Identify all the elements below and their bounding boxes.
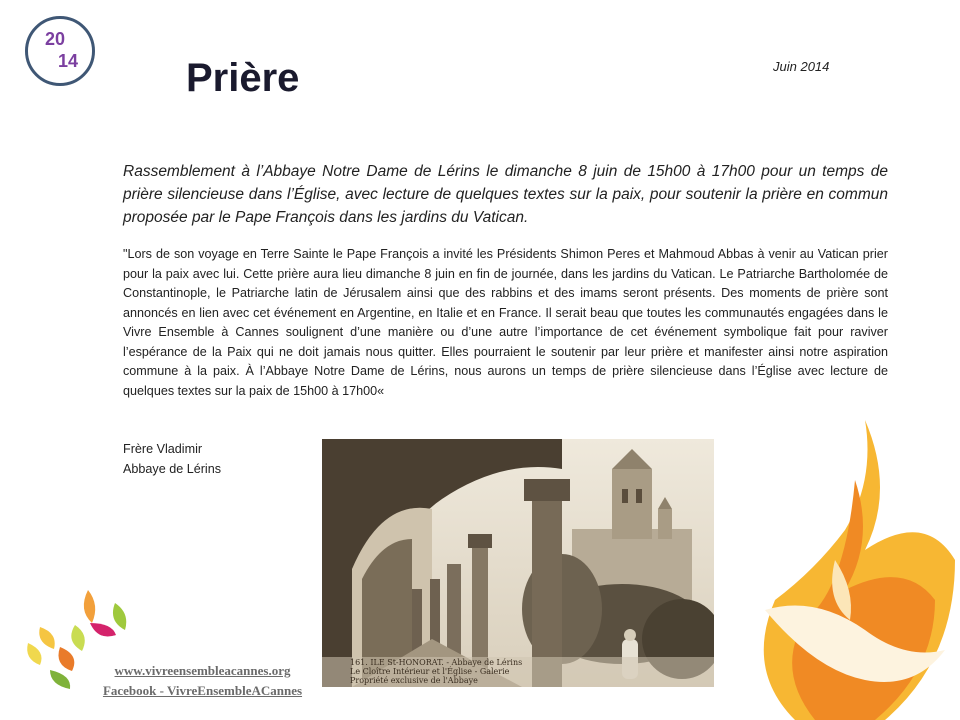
caption-line-2: Le Cloître Intérieur et l'Église - Galerie xyxy=(350,667,510,676)
flame-dove-decoration xyxy=(755,420,960,720)
year-bottom: 14 xyxy=(58,51,79,71)
lead-paragraph: Rassemblement à l’Abbaye Notre Dame de Lérins le dimanche 8 juin de 15h00 à 17h00 pour un temps de prière silencieuse dans l’Église, avec lecture de quelques textes sur la paix, pour soutenir la prière en commun proposée par le Pape François dans les jardins du Vatican. xyxy=(123,163,888,226)
caption-line-3: Propriété exclusive de l'Abbaye xyxy=(350,676,478,685)
footer-links xyxy=(80,661,325,701)
abbey-cloister-photo xyxy=(322,439,714,687)
caption-line-1: 161. ILE St-HONORAT. - Abbaye de Lérins xyxy=(350,658,523,667)
photo-caption xyxy=(350,658,710,685)
year-top: 20 xyxy=(45,29,66,49)
body-paragraph: "Lors de son voyage en Terre Sainte le Pape François a invité les Présidents Shimon Peres et Mahmoud Abbas à venir au Vatican prier pour la paix avec lui. Cette prière aura lieu dimanche 8 juin en fin de journée, dans les jardins du Vatican. Le Patriarche Bartholomée de Constantinople, le Patriarche latin de Jérusalem ainsi que des rabbins et des imams seront présents. Des moments de prière sont annoncés en lien avec cet événement en Argentine, en Italie et en France. Il serait beau que toutes les communautés engagées dans le Vivre Ensemble à Cannes soulignent d’une manière ou d’une autre l’importance de cet événement symbolique fait pour raviver l’espérance de la Paix qui ne doit jamais nous quitter. Elles pourraient le soutenir par leur prière et manifester ainsi notre aspiration commune à la paix. À l’Abbaye Notre Dame de Lérins, nous aurons un temps de prière silencieuse dans l’Église avec lecture de quelques textes sur la paix de 15h00 à 17h00« xyxy=(123,247,888,398)
date-label: Juin 2014 xyxy=(773,59,830,74)
facebook-link[interactable]: Facebook - VivreEnsembleACannes xyxy=(102,683,303,698)
signature-place: Abbaye de Lérins xyxy=(123,461,222,476)
year-badge xyxy=(25,16,95,86)
signature xyxy=(123,440,221,479)
website-link[interactable]: www.vivreensembleacannes.org xyxy=(114,663,291,678)
page-title: Prière xyxy=(186,56,300,100)
signature-name: Frère Vladimir xyxy=(123,442,203,456)
cloister-illustration xyxy=(322,439,714,687)
